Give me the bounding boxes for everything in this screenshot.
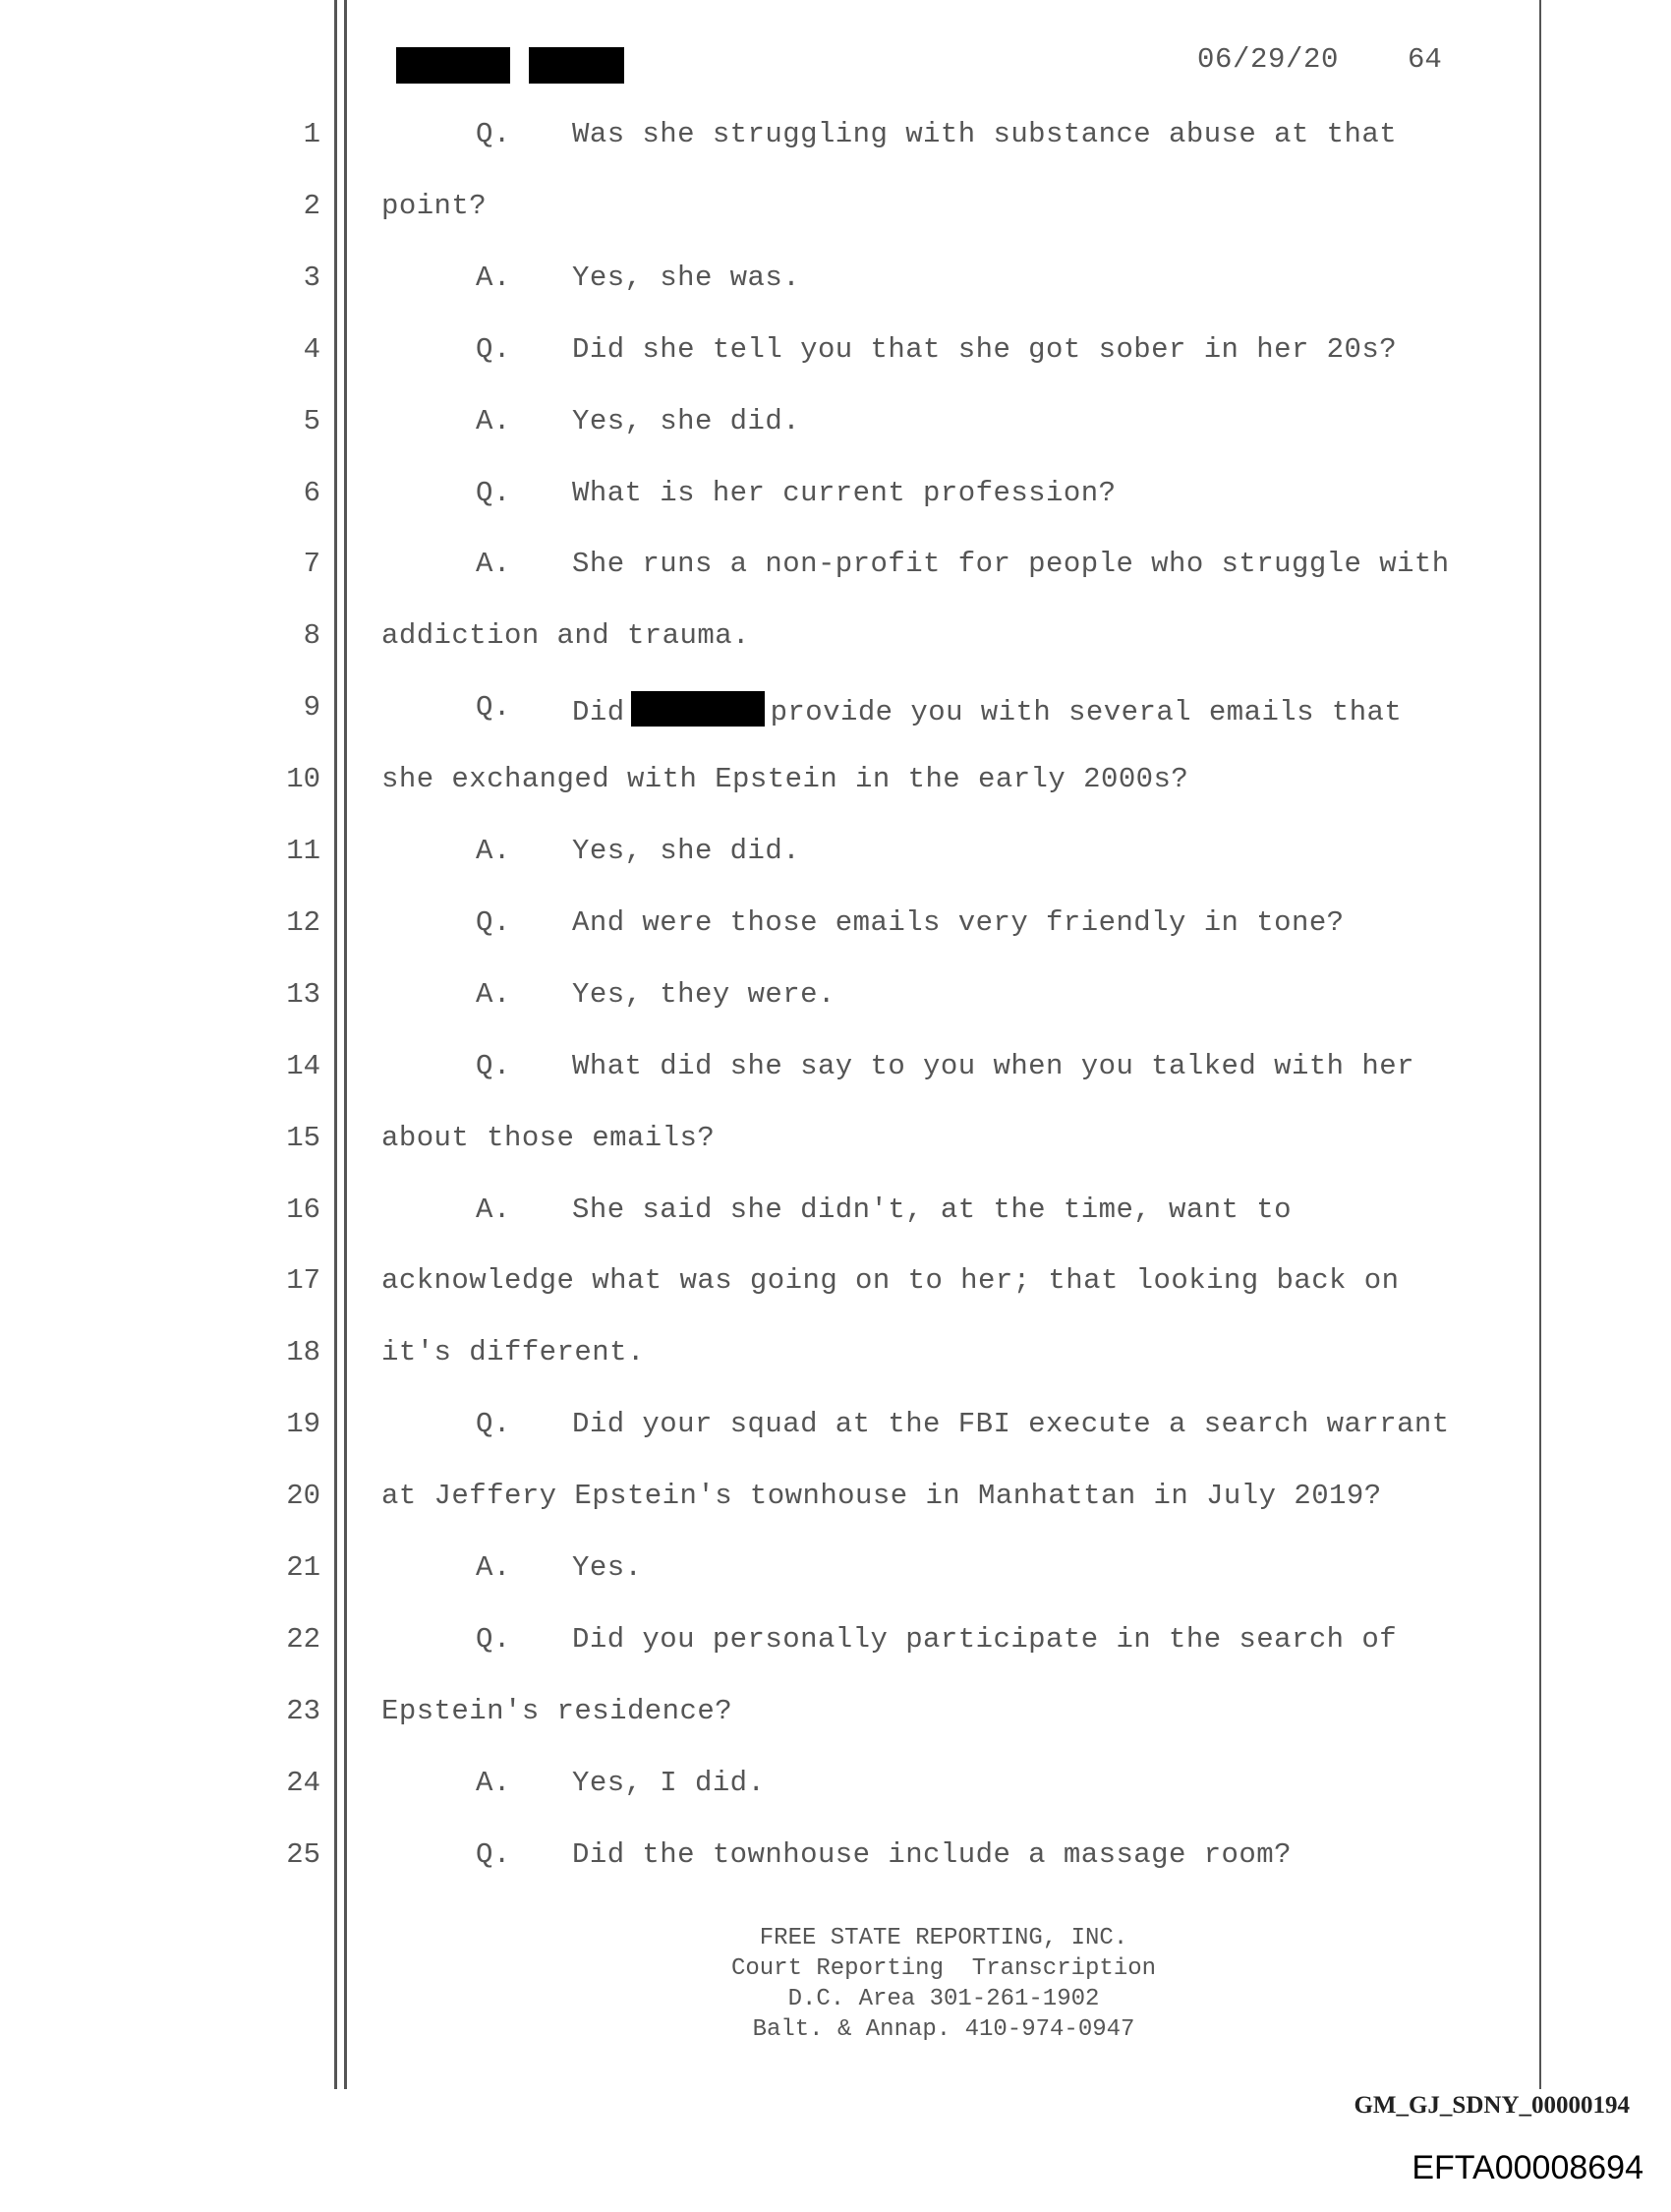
transcript-line <box>0 1193 1671 1243</box>
speaker-prefix: Q. <box>476 691 511 725</box>
transcript-line <box>0 405 1671 454</box>
line-number: 23 <box>286 1694 320 1727</box>
speaker-prefix: A. <box>476 1193 511 1226</box>
speaker-prefix: A. <box>476 835 511 867</box>
line-text-after-redaction: provide you with several emails that <box>770 696 1403 729</box>
line-number: 7 <box>303 548 320 581</box>
speaker-prefix: A. <box>476 1551 511 1584</box>
line-text-before-redaction: Did <box>572 696 625 729</box>
speaker-prefix: Q. <box>476 905 511 939</box>
transcript-line <box>0 1623 1671 1672</box>
transcript-line <box>0 333 1671 382</box>
speaker-prefix: Q. <box>476 1049 511 1082</box>
line-number: 11 <box>286 835 320 867</box>
line-number: 10 <box>286 763 320 796</box>
line-text <box>572 691 1402 728</box>
speaker-prefix: Q. <box>476 1408 511 1441</box>
transcript-line <box>0 548 1671 597</box>
transcript-line <box>0 1838 1671 1888</box>
transcript-line <box>0 1767 1671 1816</box>
footer-balt-phone: Balt. & Annap. 410-974-0947 <box>752 2016 1135 2043</box>
transcript-line <box>0 978 1671 1027</box>
line-text: Did you personally participate in the search of <box>572 1622 1398 1656</box>
line-text: Yes, she was. <box>572 261 801 294</box>
speaker-prefix: Q. <box>476 118 511 150</box>
line-text: Did your squad at the FBI execute a search warrant <box>572 1408 1450 1441</box>
line-text: Yes, she did. <box>572 404 801 437</box>
line-number: 21 <box>286 1551 320 1584</box>
line-text: Did she tell you that she got sober in her 20s? <box>572 332 1398 366</box>
line-text: Yes, she did. <box>572 835 801 867</box>
redaction-box <box>631 691 765 727</box>
line-text: Yes, they were. <box>572 977 836 1011</box>
line-number: 18 <box>286 1336 320 1369</box>
line-text: Epstein's residence? <box>381 1694 733 1727</box>
line-number: 24 <box>286 1766 320 1799</box>
line-number: 2 <box>303 189 320 222</box>
transcript-line <box>0 691 1671 740</box>
line-number: 12 <box>286 905 320 939</box>
line-number: 9 <box>303 691 320 725</box>
line-text: She runs a non-profit for people who struggle with <box>572 548 1450 581</box>
transcript-line <box>0 1264 1671 1313</box>
redaction-box <box>396 47 510 84</box>
line-text: at Jeffery Epstein's townhouse in Manhattan in July 2019? <box>381 1480 1382 1513</box>
page-number: 64 <box>1408 43 1442 76</box>
speaker-prefix: A. <box>476 1766 511 1799</box>
transcript-line <box>0 190 1671 239</box>
header-date: 06/29/20 <box>1197 43 1340 76</box>
transcript-line <box>0 763 1671 812</box>
line-number: 17 <box>286 1264 320 1298</box>
speaker-prefix: A. <box>476 977 511 1011</box>
speaker-prefix: Q. <box>476 1622 511 1656</box>
transcript-line <box>0 1551 1671 1601</box>
line-text: it's different. <box>381 1336 645 1369</box>
footer-services: Court Reporting Transcription <box>730 1955 1157 1982</box>
speaker-prefix: A. <box>476 404 511 437</box>
line-text: acknowledge what was going on to her; that looking back on <box>381 1264 1400 1298</box>
line-number: 8 <box>303 619 320 653</box>
speaker-prefix: Q. <box>476 476 511 509</box>
line-text: she exchanged with Epstein in the early 2000s? <box>381 763 1189 796</box>
line-number: 25 <box>286 1837 320 1871</box>
line-number: 19 <box>286 1408 320 1441</box>
line-text: And were those emails very friendly in tone? <box>572 905 1345 939</box>
transcript-line <box>0 118 1671 167</box>
line-number: 15 <box>286 1121 320 1154</box>
footer-dc-phone: D.C. Area 301-261-1902 <box>787 1986 1100 2012</box>
line-text: about those emails? <box>381 1121 716 1154</box>
line-number: 4 <box>303 332 320 366</box>
line-number: 5 <box>303 404 320 437</box>
speaker-prefix: A. <box>476 261 511 294</box>
line-text: Yes. <box>572 1551 643 1584</box>
line-number: 1 <box>303 118 320 150</box>
transcript-line <box>0 906 1671 956</box>
line-text: Was she struggling with substance abuse at that <box>572 118 1398 150</box>
transcript-line <box>0 262 1671 311</box>
transcript-line <box>0 1480 1671 1529</box>
speaker-prefix: Q. <box>476 332 511 366</box>
transcript-line <box>0 619 1671 669</box>
line-text: Yes, I did. <box>572 1766 766 1799</box>
transcript-line <box>0 1408 1671 1457</box>
line-text: Did the townhouse include a massage room? <box>572 1837 1292 1871</box>
redaction-box <box>529 47 624 84</box>
line-text: point? <box>381 189 488 222</box>
line-text: addiction and trauma. <box>381 619 750 653</box>
bates-number: GM_GJ_SDNY_00000194 <box>1354 2092 1630 2119</box>
speaker-prefix: A. <box>476 548 511 581</box>
speaker-prefix: Q. <box>476 1837 511 1871</box>
line-number: 22 <box>286 1622 320 1656</box>
footer-company: FREE STATE REPORTING, INC. <box>759 1925 1128 1951</box>
line-number: 16 <box>286 1193 320 1226</box>
transcript-line <box>0 1336 1671 1385</box>
line-number: 20 <box>286 1480 320 1513</box>
line-number: 14 <box>286 1049 320 1082</box>
transcript-line <box>0 835 1671 884</box>
transcript-line <box>0 1695 1671 1744</box>
line-number: 3 <box>303 261 320 294</box>
reporter-footer <box>590 1923 1297 2045</box>
transcript-line <box>0 1050 1671 1099</box>
line-number: 13 <box>286 977 320 1011</box>
transcript-line <box>0 477 1671 526</box>
line-text: What did she say to you when you talked with her <box>572 1049 1414 1082</box>
efta-number: EFTA00008694 <box>1412 2149 1643 2186</box>
transcript-line <box>0 1122 1671 1171</box>
line-text: She said she didn't, at the time, want to <box>572 1193 1292 1226</box>
line-text: What is her current profession? <box>572 476 1117 509</box>
line-number: 6 <box>303 476 320 509</box>
